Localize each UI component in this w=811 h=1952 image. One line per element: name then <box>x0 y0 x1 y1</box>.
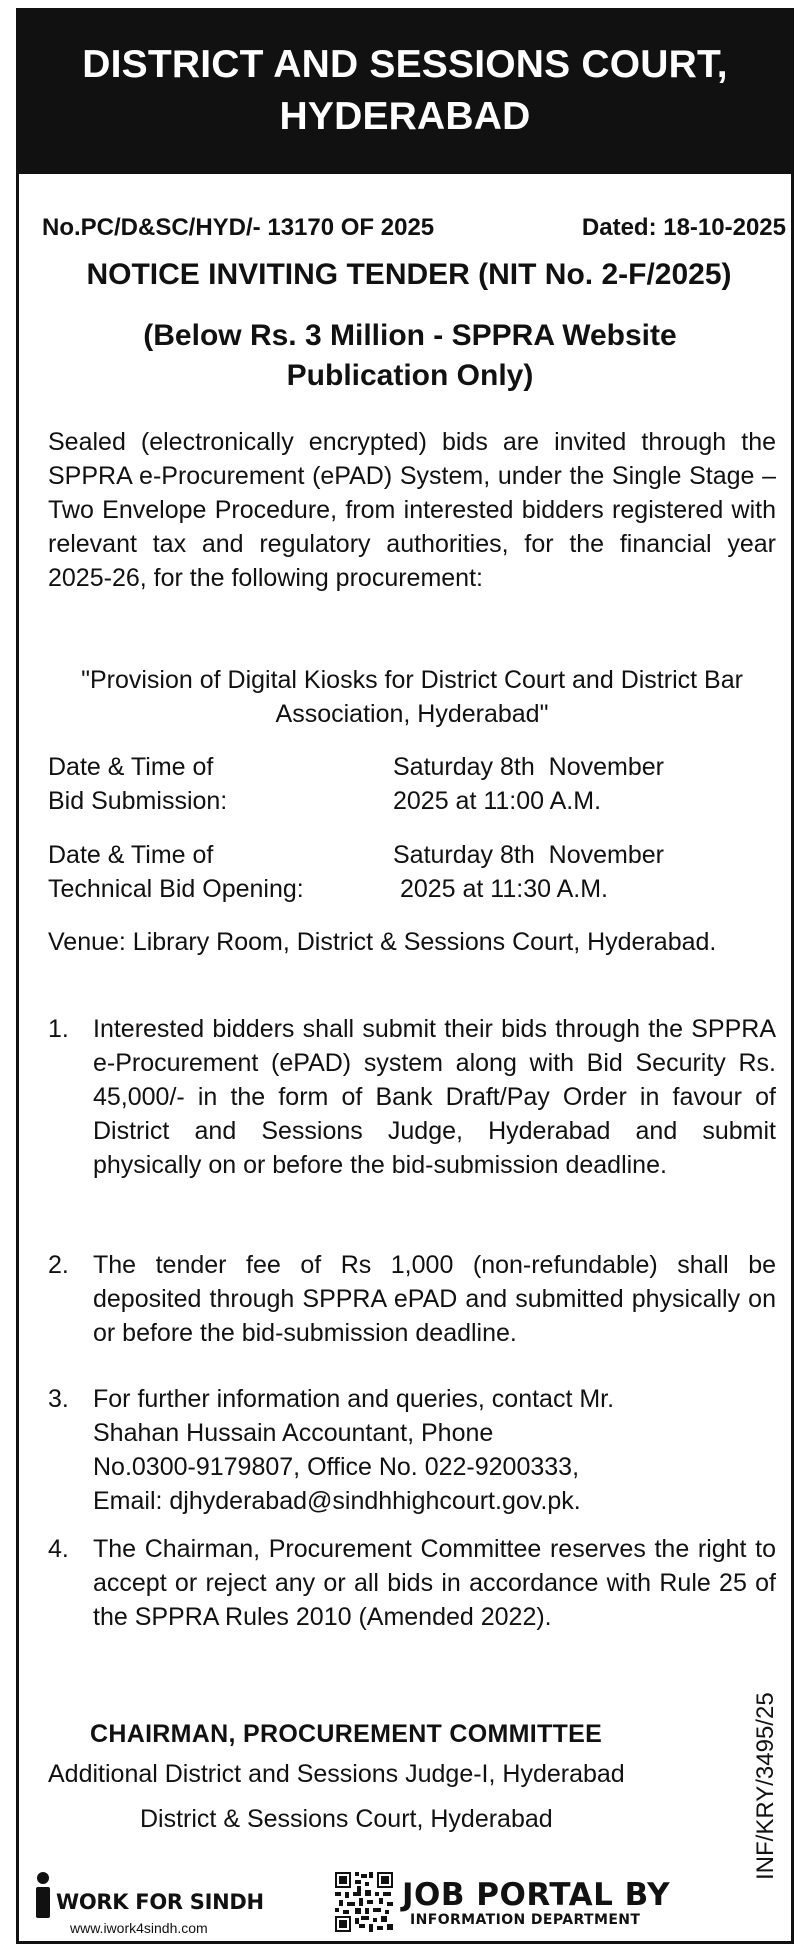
inf-code: INF/KRY/3495/25 <box>752 1692 779 1880</box>
signature-designation: Additional District and Sessions Judge-I, Hyderabad <box>48 1760 625 1788</box>
reference-row <box>42 214 786 242</box>
portal-subtitle: INFORMATION DEPARTMENT <box>410 1912 641 1928</box>
intro-paragraph: Sealed (electronically encrypted) bids are invited through the SPPRA e-Procurement (ePAD) System, under the Single Stage – Two Envelope Procedure, from interested bidders registered with relevant tax and regulatory authorities, for the financial year 2025-26, for the following procurement: <box>48 428 776 592</box>
court-header <box>16 8 794 174</box>
schedule-label-line: Date & Time of <box>48 841 214 869</box>
brand-name: WORK FOR SINDH <box>56 1890 264 1914</box>
schedule-label-line: Date & Time of <box>48 753 214 781</box>
condition-text: Interested bidders shall submit their bids through the SPPRA e-Procurement (ePAD) system along with Bid Security Rs. 45,000/- in the form of Bank Draft/Pay Order in favour of District and Sessions Judge, Hyderabad and submit physically on or before the bid-submission deadline. <box>93 1015 776 1179</box>
brand-url: www.iwork4sindh.com <box>70 1920 208 1936</box>
schedule-label <box>48 750 388 818</box>
court-name-line1: DISTRICT AND SESSIONS COURT, <box>82 43 728 86</box>
venue: Venue: Library Room, District & Sessions Court, Hyderabad. <box>48 928 717 956</box>
procurement-item: "Provision of Digital Kiosks for District Court and District Bar Association, Hyderabad" <box>81 666 743 728</box>
i-letter-icon <box>34 1872 52 1918</box>
contact-line: Shahan Hussain Accountant, Phone <box>93 1419 494 1447</box>
contact-email-line: Email: djhyderabad@sindhhighcourt.gov.pk. <box>93 1487 581 1515</box>
contact-line: For further information and queries, contact Mr. <box>93 1385 615 1413</box>
condition-text: The tender fee of Rs 1,000 (non-refundable) shall be deposited through SPPRA ePAD and submitted physically on or before the bid-submission deadline. <box>93 1251 776 1347</box>
schedule-value <box>393 750 773 818</box>
portal-title: JOB PORTAL BY <box>402 1877 671 1913</box>
notice-border <box>16 8 794 1944</box>
schedule-label-line: Bid Submission: <box>48 787 228 815</box>
condition-text: The Chairman, Procurement Committee reserves the right to accept or reject any or all bids in accordance with Rule 25 of the SPPRA Rules 2010 (Amended 2022). <box>93 1535 776 1631</box>
job-portal-logo <box>402 1878 732 1928</box>
schedule-label <box>48 838 388 906</box>
condition-text <box>93 1382 776 1518</box>
condition-number: 1. <box>48 1015 69 1043</box>
condition-number: 3. <box>48 1385 69 1413</box>
condition-number: 4. <box>48 1535 69 1563</box>
schedule-value <box>393 838 773 906</box>
schedule-label-line: Technical Bid Opening: <box>48 875 304 903</box>
contact-line: No.0300-9179807, Office No. 022-9200333, <box>93 1453 580 1481</box>
schedule-value-line: 2025 at 11:00 A.M. <box>393 787 602 815</box>
notice-title: NOTICE INVITING TENDER (NIT No. 2-F/2025) <box>86 258 732 291</box>
schedule-value-line: 2025 at 11:30 A.M. <box>393 875 608 903</box>
notice-subtitle: (Below Rs. 3 Million - SPPRA Website Publication Only) <box>143 319 677 392</box>
signature-office: District & Sessions Court, Hyderabad <box>140 1805 553 1833</box>
schedule-value-line: Saturday 8th November <box>393 753 664 781</box>
court-name-line2: HYDERABAD <box>279 95 531 138</box>
schedule-value-line: Saturday 8th November <box>393 841 664 869</box>
condition-number: 2. <box>48 1251 69 1279</box>
reference-number: No.PC/D&SC/HYD/- 13170 OF 2025 <box>42 214 435 241</box>
signature-title: CHAIRMAN, PROCUREMENT COMMITTEE <box>90 1720 603 1748</box>
reference-date: Dated: 18-10-2025 <box>581 214 786 241</box>
qr-code-icon <box>335 1872 393 1932</box>
